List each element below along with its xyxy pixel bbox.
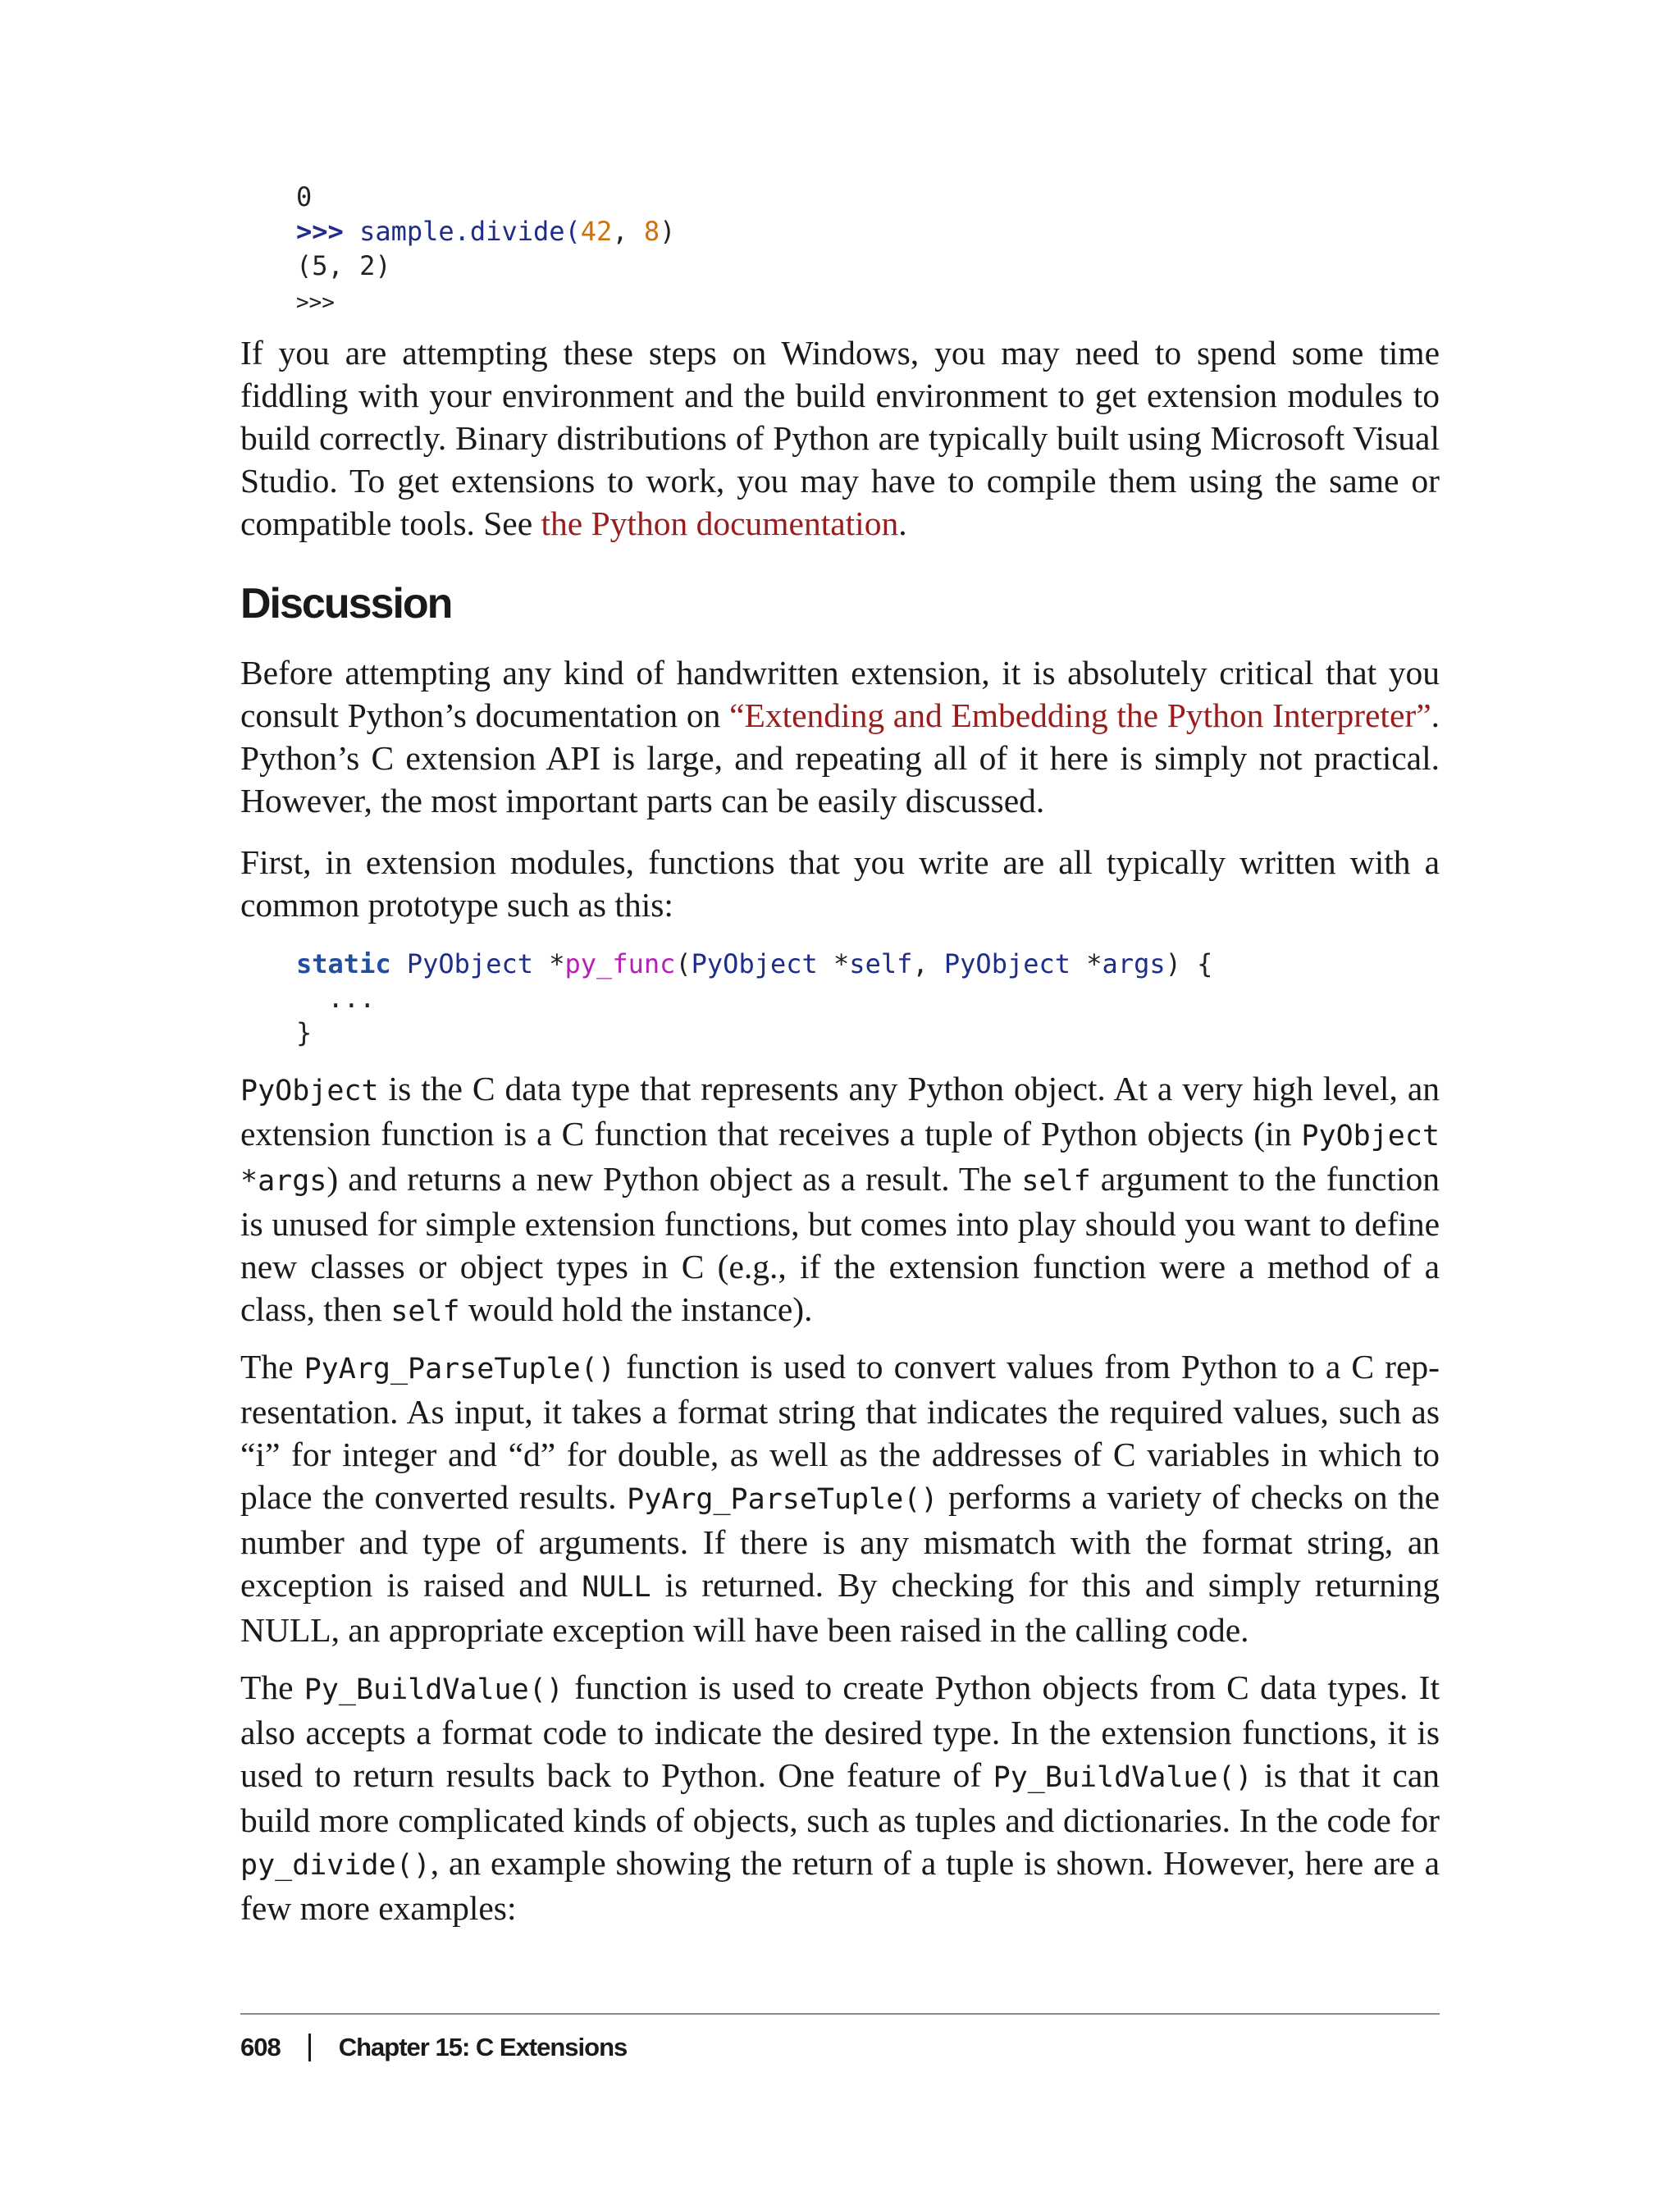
paragraph-text: function is used to convert values from Python to a C representation. As input, it takes a format string that indicates the required values, such as “i” for integer and “d” for double, as well as the addresses of C variables in which to place the converted results. (240, 1348, 1440, 1516)
code-block-prototype (240, 947, 1212, 1050)
paragraph-text: . Python’s C extension API is large, and repeating all of it here is simply not practical. However, the most important parts can be easily discussed. (240, 696, 1440, 819)
paragraph: First, in extension modules, functions that you write are all typically written with a common prototype such as this: (240, 843, 1440, 924)
footer-separator (308, 2034, 311, 2061)
code-number: 42 (580, 216, 613, 247)
code-punct: , (912, 948, 944, 979)
inline-code: self (1021, 1165, 1091, 1198)
code-line: 0 (296, 181, 313, 212)
paragraph-text: performs a variety of checks on the number and type of arguments. If there is any mismatch with the format string, an exception is raised and (240, 1478, 1440, 1604)
inline-code: Py_BuildValue() (304, 1673, 564, 1706)
code-variable: args (1102, 948, 1166, 979)
paragraph (240, 331, 1440, 545)
page-number: 608 (240, 2033, 281, 2061)
code-line: ... (296, 983, 376, 1014)
code-keyword: static (296, 948, 391, 979)
inline-code: NULL (582, 1571, 651, 1604)
code-line: >>> (296, 290, 335, 315)
paragraph-text: , an example showing the return of a tuple is shown. However, here are a few more examples: (240, 1844, 1440, 1927)
code-punct: , (612, 216, 644, 247)
paragraph (240, 651, 1440, 822)
paragraph-text: function is used to create Python objects from C data types. It also accepts a format code to indicate the desired type. In the extension functions, it is used to return results back to Python. One feature of (240, 1669, 1440, 1794)
chapter-title: Chapter 15: C Extensions (338, 2033, 628, 2061)
page-footer (240, 2013, 1440, 2062)
paragraph-text: argument to the function is unused for simple extension functions, but comes into play should you want to define new classes or object types in C (e.g., if the extension function were a method of a class, then (240, 1160, 1440, 1328)
inline-code: PyObject (240, 1075, 379, 1107)
paragraph-text: . (898, 504, 907, 542)
code-function: py_func (564, 948, 676, 979)
inline-code: PyArg_ParseTuple() (304, 1353, 615, 1386)
paragraph-text: If you are attempting these steps on Windows, you may need to spend some time fiddling with your environment and the build environment to get extension modules to build correctly. Binary distributions of Python are typically built using Microsoft Visual Studio. To get extensions to work, you may have to compile them using the same or compatible tools. See (240, 334, 1440, 542)
code-punct: * (1071, 948, 1102, 979)
inline-code: Py_BuildValue() (993, 1761, 1253, 1794)
code-punct: * (817, 948, 850, 979)
paragraph-text: Before attempting any kind of handwritten extension, it is absolutely critical that you consult Python’s documentation on (240, 654, 1440, 734)
code-punct: ) { (1165, 948, 1213, 979)
code-line: } (296, 1017, 313, 1048)
paragraph (240, 1067, 1440, 1333)
paragraph-text: is the C data type that represents any Python object. At a very high level, an extension function is a C function that receives a tuple of Python objects (in (240, 1070, 1440, 1153)
code-punct: * (532, 948, 565, 979)
repl-prompt: >>> (296, 216, 344, 247)
code-number: 8 (643, 216, 660, 247)
python-docs-link[interactable]: the Python documentation (541, 504, 899, 542)
paragraph-text: would hold the instance). (459, 1290, 813, 1328)
code-variable: self (849, 948, 913, 979)
code-type: PyObject (406, 948, 533, 979)
paragraph (240, 1666, 1440, 1929)
inline-code: py_divide() (240, 1849, 431, 1882)
paragraph-text: is that it can build more complicated kinds of objects, such as tuples and dictionaries. In the code for (240, 1756, 1440, 1839)
paragraph-text: The (240, 1669, 304, 1706)
inline-code: self (390, 1295, 460, 1328)
code-line: (5, 2) (296, 250, 391, 281)
code-type: PyObject (691, 948, 818, 979)
paragraph-text: is returned. By checking for this and simply returning NULL, an appropriate exception will have been raised in the calling code. (240, 1566, 1440, 1649)
paragraph-text: ) and returns a new Python object as a result. The (326, 1160, 1022, 1198)
inline-code: PyArg_ParseTuple() (627, 1483, 938, 1516)
footer-text (240, 2033, 1440, 2062)
code-call: sample.divide( (359, 216, 581, 247)
code-block-repl (240, 180, 675, 320)
section-heading: Discussion (240, 580, 452, 628)
code-punct: ) (660, 216, 676, 247)
paragraph (240, 1345, 1440, 1651)
paragraph-text: The (240, 1348, 304, 1386)
code-type: PyObject (943, 948, 1071, 979)
inline-code: PyObject *args (240, 1120, 1440, 1198)
code-punct: ( (675, 948, 692, 979)
extending-embedding-link[interactable]: “Extending and Embedding the Python Interpreter” (729, 696, 1431, 734)
